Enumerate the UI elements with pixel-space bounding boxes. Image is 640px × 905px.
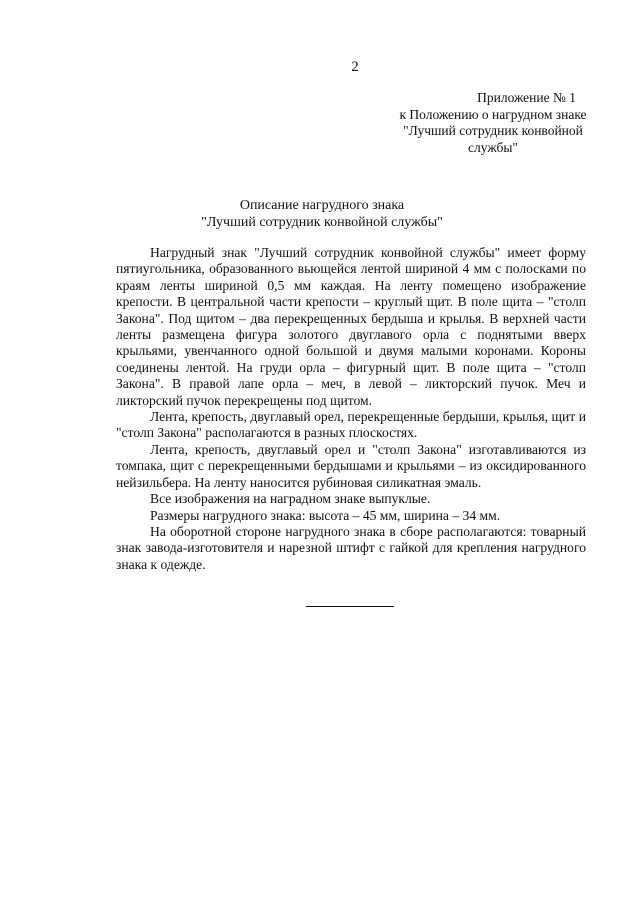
body-paragraph: Нагрудный знак "Лучший сотрудник конвойной службы" имеет форму пятиугольника, образованного вьющейся лентой шириной 4 мм с полосками по краям ленты шириной 0,5 мм каждая. На ленту помещено изображение крепости. В центральной части крепости – круглый щит. В поле щита – "столп Закона". Под щитом – два перекрещенных бердыша и крылья. В верхней части ленты размещена фигура золотого двуглавого орла с поднятыми вверх крыльями, увенчанного одной большой и двумя малыми коронами. Короны соединены лентой. На груди орла – фигурный щит. В поле щита – "столп Закона". В правой лапе орла – меч, в левой – ликторский пучок. Меч и ликторский пучок перекрещены под щитом. bbox=[116, 245, 586, 408]
document-title bbox=[100, 198, 544, 231]
body-paragraph: Размеры нагрудного знака: высота – 45 мм, ширина – 34 мм. bbox=[150, 507, 501, 523]
body-paragraph: Все изображения на наградном знаке выпуклые. bbox=[150, 491, 431, 507]
body-paragraph: Лента, крепость, двуглавый орел, перекрещенные бердыши, крылья, щит и "столп Закона" располагаются в разных плоскостях. bbox=[116, 409, 586, 441]
appendix-line-4: службы" bbox=[468, 139, 518, 155]
document-title-line-1: Описание нагрудного знака bbox=[239, 198, 405, 213]
document-body bbox=[116, 245, 586, 573]
body-paragraph: Лента, крепость, двуглавый орел и "столп Закона" изготавливаются из томпака, щит с перекрещенными бердышами и крыльями – из оксидированного нейзильбера. На ленту наносится рубиновая силикатная эмаль. bbox=[116, 441, 586, 490]
page-number: 2 bbox=[351, 59, 359, 75]
document-title-line-2: "Лучший сотрудник конвойной службы" bbox=[201, 214, 443, 230]
body-paragraph: На оборотной стороне нагрудного знака в сборе располагаются: товарный знак завода-изготовителя и нарезной штифт с гайкой для крепления нагрудного знака к одежде. bbox=[116, 523, 586, 572]
appendix-header bbox=[380, 90, 606, 156]
appendix-line-2: к Положению о нагрудном знаке bbox=[399, 106, 587, 122]
appendix-line-1: Приложение № 1 bbox=[477, 90, 576, 105]
appendix-line-3: "Лучший сотрудник конвойной bbox=[403, 123, 583, 138]
end-separator-line bbox=[306, 606, 394, 607]
